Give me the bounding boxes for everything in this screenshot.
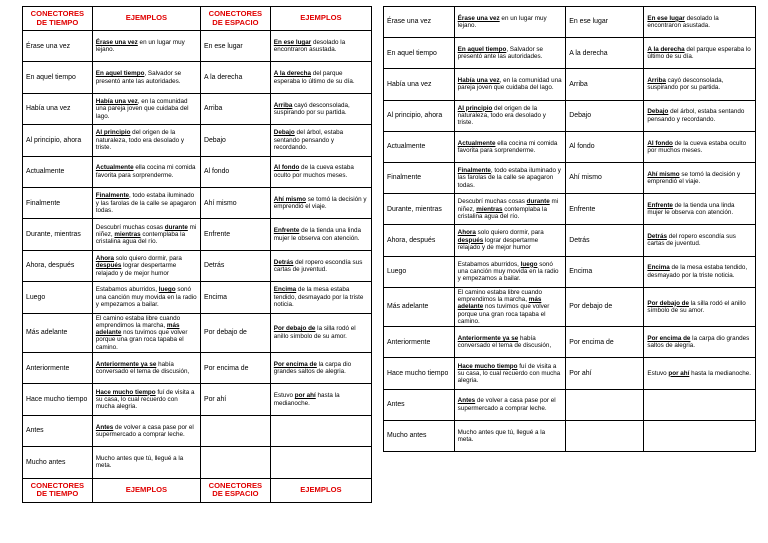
- space-connector: [200, 415, 270, 446]
- example-text: cayó desconsolada, suspirando por su partida.: [647, 77, 724, 92]
- example-text: , todo estaba iluminado y las farolas de la calle se apagaron todas.: [95, 192, 197, 214]
- example-text: la silla rodó el anillo símbolo de su amor.: [273, 325, 356, 340]
- time-example: [92, 125, 200, 156]
- time-example: [92, 156, 200, 187]
- table-row: [384, 131, 756, 162]
- space-connector: Por debajo de: [200, 313, 270, 352]
- time-example: [92, 353, 200, 384]
- time-connector: Finalmente: [384, 162, 455, 193]
- connector-highlight: Finalmente: [457, 167, 491, 175]
- time-connector: En aquel tiempo: [23, 62, 93, 93]
- example-text: Mucho antes que tú, llegué a la meta.: [457, 428, 546, 443]
- header-row-bottom: [23, 478, 372, 502]
- connector-highlight: luego: [520, 260, 538, 268]
- connector-highlight: Ahí mismo: [647, 170, 680, 178]
- time-example: [454, 100, 566, 131]
- left-table-body: [23, 31, 372, 479]
- example-text: del origen de la naturaleza, todo era desolado y triste.: [95, 129, 185, 152]
- space-connector: En ese lugar: [566, 7, 644, 38]
- connector-highlight: En ese lugar: [647, 14, 685, 22]
- connector-highlight: Arriba: [647, 77, 666, 85]
- time-example: [92, 187, 200, 218]
- table-row: [384, 69, 756, 100]
- example-text: se tomó la decisión y emprendió el viaje.: [647, 170, 741, 186]
- connector-highlight: por ahí: [668, 369, 690, 377]
- space-connector: A la derecha: [566, 38, 644, 69]
- example-text: ella cocina mi comida favorita para sorprenderme.: [95, 164, 196, 179]
- time-example: [92, 31, 200, 62]
- space-connector: Ahí mismo: [200, 187, 270, 218]
- table-row: [384, 100, 756, 131]
- table-row: [384, 287, 756, 326]
- space-connector: A la derecha: [200, 62, 270, 93]
- table-row: [384, 358, 756, 389]
- table-row: [23, 62, 372, 93]
- example-text: desolado la encontraron asustada.: [273, 38, 346, 54]
- example-text: Estuvo: [647, 369, 669, 377]
- example-text: sonó una canción muy movida en la radio y empezamos a bailar.: [457, 260, 559, 283]
- space-example: [644, 358, 756, 389]
- time-connector: Mucho antes: [384, 420, 455, 451]
- time-connector: Ahora, después: [384, 225, 455, 256]
- time-connector: Al principio, ahora: [23, 125, 93, 156]
- time-example: [454, 69, 566, 100]
- example-text: mi niñez,: [457, 198, 559, 213]
- time-example: [454, 7, 566, 38]
- connector-highlight: Hace mucho tiempo: [457, 362, 518, 370]
- connector-highlight: Debajo: [273, 129, 295, 137]
- space-connector: Arriba: [566, 69, 644, 100]
- connector-highlight: Érase una vez: [95, 38, 138, 46]
- header-ejemplos: EJEMPLOS: [92, 7, 200, 31]
- space-connector: Encima: [566, 256, 644, 287]
- connector-highlight: Había una vez: [95, 98, 138, 106]
- space-connector: Arriba: [200, 93, 270, 124]
- time-connector: Mucho antes: [23, 447, 93, 478]
- table-row: [23, 219, 372, 250]
- example-text: de la mesa estaba tendido, desmayado por la triste noticia.: [273, 286, 364, 308]
- space-example: [644, 225, 756, 256]
- connector-highlight: durante: [164, 223, 188, 231]
- example-text: lograr despertarme relajado y de mejor humor: [457, 236, 539, 252]
- space-example: [270, 187, 371, 218]
- space-example: [270, 313, 371, 352]
- example-text: la silla rodó el anillo símbolo de su amor.: [647, 299, 746, 314]
- example-text: del ropero escondía sus cartas de juventud.: [273, 258, 363, 273]
- space-connector: Por ahí: [200, 384, 270, 415]
- example-text: del parque esperaba lo último de su día.: [647, 45, 751, 61]
- connector-highlight: después: [95, 262, 122, 270]
- connector-highlight: Ahora: [95, 254, 114, 262]
- time-example: [92, 447, 200, 478]
- time-connector: Había una vez: [23, 93, 93, 124]
- space-connector: Debajo: [566, 100, 644, 131]
- connector-highlight: A la derecha: [273, 70, 311, 78]
- connector-highlight: Al fondo: [647, 139, 673, 147]
- space-example: [644, 69, 756, 100]
- time-example: [92, 250, 200, 281]
- time-example: [454, 389, 566, 420]
- space-example: [644, 327, 756, 358]
- header-ejemplos: EJEMPLOS: [270, 7, 371, 31]
- space-connector: [200, 447, 270, 478]
- example-text: hasta la medianoche.: [273, 392, 340, 407]
- time-example: [454, 225, 566, 256]
- table-row: [23, 187, 372, 218]
- time-connector: Finalmente: [23, 187, 93, 218]
- time-example: [454, 420, 566, 451]
- space-connector: [566, 389, 644, 420]
- space-example: [270, 156, 371, 187]
- time-connector: Durante, mientras: [23, 219, 93, 250]
- table-row: [384, 194, 756, 225]
- connector-highlight: Por debajo de: [273, 325, 316, 333]
- space-connector: Enfrente: [200, 219, 270, 250]
- time-connector: Érase una vez: [23, 31, 93, 62]
- space-example: [270, 62, 371, 93]
- example-text: cayó desconsolada, suspirando por su partida.: [273, 101, 350, 116]
- header-row-top: [23, 7, 372, 31]
- example-text: , Salvador se presentó ante las autoridades.: [457, 45, 544, 61]
- connector-highlight: En ese lugar: [273, 38, 312, 46]
- time-connector: Ahora, después: [23, 250, 93, 281]
- connector-highlight: En aquel tiempo: [95, 70, 145, 78]
- connector-highlight: Arriba: [273, 101, 293, 109]
- connector-highlight: Enfrente: [273, 227, 300, 235]
- time-example: [92, 93, 200, 124]
- example-text: Mucho antes que tú, llegué a la meta.: [95, 455, 184, 470]
- connector-highlight: Ahí mismo: [273, 195, 306, 203]
- connector-highlight: más adelante: [457, 295, 542, 311]
- table-row: [384, 7, 756, 38]
- space-connector: Ahí mismo: [566, 162, 644, 193]
- table-row: [23, 156, 372, 187]
- connector-highlight: A la derecha: [647, 45, 685, 53]
- left-table: [22, 6, 372, 503]
- example-text: había conversado el tema de discusión,: [457, 334, 552, 350]
- connector-highlight: luego: [158, 286, 176, 294]
- space-connector: Detrás: [200, 250, 270, 281]
- table-row: [23, 282, 372, 313]
- time-example: [92, 282, 200, 313]
- time-connector: Hace mucho tiempo: [23, 384, 93, 415]
- space-example: [644, 131, 756, 162]
- example-text: se tomó la decisión y emprendió el viaje.: [273, 195, 367, 211]
- time-example: [454, 327, 566, 358]
- example-text: en un lugar muy lejano.: [95, 38, 185, 54]
- connector-highlight: más adelante: [95, 321, 180, 337]
- connector-highlight: Antes: [457, 397, 476, 405]
- time-example: [92, 415, 200, 446]
- table-row: [23, 250, 372, 281]
- time-example: [92, 219, 200, 250]
- example-text: del parque esperaba lo último de su día.: [273, 70, 355, 85]
- connector-highlight: Hace mucho tiempo: [95, 388, 156, 396]
- example-text: Estabamos aburridos,: [457, 260, 521, 268]
- time-example: [92, 313, 200, 352]
- space-connector: Al fondo: [566, 131, 644, 162]
- table-row: [384, 256, 756, 287]
- example-text: había conversado el tema de discusión,: [95, 360, 190, 376]
- connector-highlight: Debajo: [647, 108, 669, 116]
- connector-highlight: Antes: [95, 423, 114, 431]
- space-example: [644, 7, 756, 38]
- space-example: [270, 415, 371, 446]
- time-connector: Antes: [23, 415, 93, 446]
- space-example: [270, 31, 371, 62]
- table-row: [23, 125, 372, 156]
- example-text: del origen de la naturaleza, todo era desolado y triste.: [457, 104, 546, 127]
- footer-conectores-tiempo: CONECTORES DE TIEMPO: [23, 478, 93, 502]
- time-example: [454, 131, 566, 162]
- time-connector: Érase una vez: [384, 7, 455, 38]
- connector-highlight: Por debajo de: [647, 299, 690, 307]
- example-text: lograr despertarme relajado y de mejor humor: [95, 262, 177, 277]
- example-text: del ropero escondía sus cartas de juventud.: [647, 233, 736, 248]
- time-connector: En aquel tiempo: [384, 38, 455, 69]
- space-connector: En ese lugar: [200, 31, 270, 62]
- space-connector: Por ahí: [566, 358, 644, 389]
- example-text: en un lugar muy lejano.: [457, 14, 547, 30]
- space-example: [644, 162, 756, 193]
- space-example: [270, 353, 371, 384]
- table-row: [384, 420, 756, 451]
- table-row: [384, 38, 756, 69]
- example-text: la carpa dio grandes saltos de alegria.: [273, 360, 352, 376]
- space-connector: Detrás: [566, 225, 644, 256]
- time-connector: Actualmente: [23, 156, 93, 187]
- table-row: [384, 389, 756, 420]
- time-connector: Más adelante: [384, 287, 455, 326]
- space-example: [270, 384, 371, 415]
- table-row: [384, 327, 756, 358]
- time-example: [454, 256, 566, 287]
- space-example: [270, 250, 371, 281]
- time-connector: Más adelante: [23, 313, 93, 352]
- connector-highlight: Por encima de: [647, 334, 691, 342]
- time-connector: Al principio, ahora: [384, 100, 455, 131]
- example-text: nos tuvimos que volver porque una gran roca tapaba el camino.: [457, 303, 550, 325]
- example-text: hasta la medianoche.: [689, 369, 751, 377]
- time-connector: Anteriormente: [384, 327, 455, 358]
- example-text: de la cueva estaba oculto por muchos meses.: [273, 164, 354, 179]
- table-row: [23, 31, 372, 62]
- time-example: [454, 194, 566, 225]
- space-connector: Enfrente: [566, 194, 644, 225]
- connector-highlight: Encima: [273, 286, 297, 294]
- example-text: Estuvo: [273, 392, 295, 400]
- example-text: , en la comunidad una pareja joven que cuidaba del lago.: [95, 98, 189, 120]
- footer-ejemplos: EJEMPLOS: [92, 478, 200, 502]
- connector-highlight: Por encima de: [273, 360, 317, 368]
- space-example: [270, 282, 371, 313]
- space-connector: Al fondo: [200, 156, 270, 187]
- table-row: [384, 225, 756, 256]
- table-row: [23, 93, 372, 124]
- time-connector: Actualmente: [384, 131, 455, 162]
- example-text: la carpa dio grandes saltos de alegria.: [647, 334, 750, 350]
- time-example: [454, 162, 566, 193]
- connector-highlight: Detrás: [273, 258, 294, 266]
- example-text: El camino estaba libre cuando emprendimos la marcha,: [457, 288, 543, 303]
- example-text: fuí de visita a su casa, lo cual recuerdo con mucha alegria.: [457, 362, 561, 385]
- connector-highlight: Enfrente: [647, 201, 673, 209]
- example-text: ella cocina mi comida favorita para sorprenderme.: [457, 139, 558, 154]
- table-row: [23, 313, 372, 352]
- table-row: [23, 415, 372, 446]
- example-text: Descubrí muchas cosas: [95, 223, 165, 231]
- header-conectores-espacio: CONECTORES DE ESPACIO: [200, 7, 270, 31]
- example-text: solo quiero dormir, para: [114, 254, 182, 262]
- connector-highlight: Al principio: [457, 104, 493, 112]
- example-text: del árbol, estaba sentando pensando y recordando.: [647, 108, 745, 123]
- table-row: [384, 162, 756, 193]
- time-example: [454, 287, 566, 326]
- connector-highlight: durante: [526, 198, 550, 206]
- connector-highlight: Detrás: [647, 233, 667, 241]
- connector-highlight: Actualmente: [95, 164, 134, 172]
- connector-highlight: Érase una vez: [457, 14, 500, 22]
- space-example: [644, 287, 756, 326]
- time-connector: Había una vez: [384, 69, 455, 100]
- example-text: sonó una canción muy movida en la radio y empezamos a bailar.: [95, 286, 197, 308]
- table-row: [23, 384, 372, 415]
- time-example: [454, 358, 566, 389]
- connector-highlight: Al principio: [95, 129, 131, 137]
- connector-highlight: En aquel tiempo: [457, 45, 507, 53]
- connector-highlight: mientras: [114, 230, 141, 238]
- footer-conectores-espacio: CONECTORES DE ESPACIO: [200, 478, 270, 502]
- connectors-table-left: [22, 6, 372, 503]
- example-text: mi niñez,: [95, 223, 197, 238]
- space-example: [270, 125, 371, 156]
- connectors-table-right: [383, 6, 756, 452]
- space-connector: Por debajo de: [566, 287, 644, 326]
- example-text: fuí de visita a su casa, lo cual recuerdo con mucha alegria.: [95, 388, 195, 411]
- example-text: nos tuvimos que volver porque una gran roca tapaba el camino.: [95, 329, 188, 351]
- connector-highlight: por ahí: [294, 392, 316, 400]
- footer-ejemplos: EJEMPLOS: [270, 478, 371, 502]
- example-text: , en la comunidad una pareja joven que cuidaba del lago.: [457, 77, 562, 92]
- example-text: de la tienda una linda mujer le observa con atención.: [273, 227, 361, 242]
- connector-highlight: Actualmente: [457, 139, 496, 147]
- example-text: de la mesa estaba tendido, desmayado por la triste noticia.: [647, 264, 748, 279]
- example-text: Descubrí muchas cosas: [457, 198, 527, 206]
- example-text: El camino estaba libre cuando emprendimos la marcha,: [95, 314, 181, 329]
- time-connector: Hace mucho tiempo: [384, 358, 455, 389]
- connector-highlight: Encima: [647, 264, 670, 272]
- example-text: contemplaba la cristalina agua del río.: [95, 230, 186, 246]
- space-connector: Por encima de: [566, 327, 644, 358]
- example-text: , todo estaba iluminado y las farolas de la calle se apagaron todas.: [457, 167, 561, 189]
- right-table: [383, 6, 756, 452]
- header-conectores-tiempo: CONECTORES DE TIEMPO: [23, 7, 93, 31]
- example-text: de volver a casa pase por el supermercado a comprar leche.: [95, 423, 194, 438]
- space-example: [644, 256, 756, 287]
- table-row: [23, 447, 372, 478]
- example-text: de la tienda una linda mujer le observa con atención.: [647, 201, 735, 217]
- space-example: [270, 447, 371, 478]
- space-example: [270, 93, 371, 124]
- example-text: contemplaba la cristalina agua del río.: [457, 205, 547, 220]
- example-text: Estabamos aburridos,: [95, 286, 159, 294]
- connector-highlight: después: [457, 236, 484, 244]
- space-example: [644, 38, 756, 69]
- space-example: [644, 194, 756, 225]
- space-example: [270, 219, 371, 250]
- space-example: [644, 420, 756, 451]
- time-example: [92, 62, 200, 93]
- connector-highlight: Ahora: [457, 229, 476, 237]
- connector-highlight: Anteriormente ya se: [95, 360, 157, 368]
- space-example: [644, 100, 756, 131]
- right-table-body: [384, 7, 756, 452]
- time-example: [92, 384, 200, 415]
- time-connector: Anteriormente: [23, 353, 93, 384]
- space-connector: Por encima de: [200, 353, 270, 384]
- example-text: , Salvador se presentó ante las autoridades.: [95, 70, 182, 85]
- connector-highlight: Al fondo: [273, 164, 300, 172]
- connector-highlight: Había una vez: [457, 77, 500, 85]
- example-text: del árbol, estaba sentando pensando y recordando.: [273, 129, 344, 152]
- example-text: de volver a casa pase por el supermercado a comprar leche.: [457, 397, 556, 412]
- example-text: solo quiero dormir, para: [475, 229, 544, 237]
- connector-highlight: Finalmente: [95, 192, 130, 200]
- connector-highlight: Anteriormente ya se: [457, 334, 519, 342]
- example-text: de la cueva estaba oculto por muchos meses.: [647, 139, 747, 154]
- connector-highlight: mientras: [476, 205, 503, 213]
- example-text: desolado la encontraron asustada.: [647, 14, 719, 30]
- time-connector: Luego: [384, 256, 455, 287]
- time-example: [454, 38, 566, 69]
- time-connector: Antes: [384, 389, 455, 420]
- table-row: [23, 353, 372, 384]
- space-connector: Encima: [200, 282, 270, 313]
- time-connector: Durante, mientras: [384, 194, 455, 225]
- space-example: [644, 389, 756, 420]
- space-connector: [566, 420, 644, 451]
- space-connector: Debajo: [200, 125, 270, 156]
- time-connector: Luego: [23, 282, 93, 313]
